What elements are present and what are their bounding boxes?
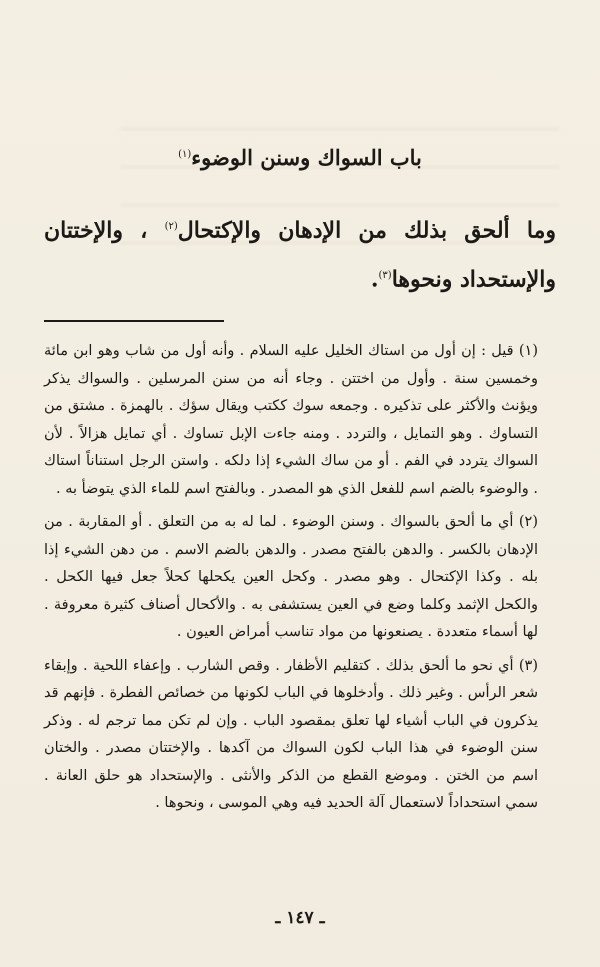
chapter-title-text: باب السواك وسنن الوضوء — [191, 145, 422, 170]
chapter-title — [44, 145, 556, 170]
footnote-1: (١) قيل : إن أول من استاك الخليل عليه السلام . وأنه أول من شاب وهو ابن مائة وخمسين سنة . وأول من اختتن . وجاء أنه من سنن المرسلين . والسواك يذكر ويؤنث والأكثر على تذكيره . وجمعه سوك ككتب ويقال سؤك . بالهمزة . مشتق من التساوك . وهو التمايل ، والتردد . ومنه جاءت الإبل تساوك . أي تمايل هزالاً . لأن السواك يتردد في الفم . أو من ساك الشيء إذا دلكه . واستن الرجل استناناً استاك . والوضوء بالضم اسم للفعل الذي هو المصدر . وبالفتح اسم للماء الذي يتوضأ به . — [44, 343, 538, 497]
footnote-ref-2: (٢) — [164, 221, 178, 232]
footnote-separator — [44, 320, 224, 322]
footnote-ref-1: (١) — [178, 149, 192, 160]
footnote-2: (٢) أي ما ألحق بالسواك . وسنن الوضوء . لما له به من التعلق . أو المقاربة . من الإدهان بالكسر . والدهن بالفتح مصدر . والدهن بالضم الاسم . من دهن الشيء إذا بله . وكذا الإكتحال . وهو مصدر . وكحل العين يكحلها كحلاً جعل فيها الكحل . والكحل الإثمد وكلما وضع في العين يستشفى به . والأكحال أصناف كثيرة معروفة . لها أسماء متعددة . يصنعونها من مواد تناسب أمراض العيون . — [44, 514, 538, 640]
subtitle-part-2: ، والإختتان والإستحداد ونحوها — [44, 217, 556, 293]
subtitle-part-1: وما ألحق بذلك من الإدهان والإكتحال — [177, 217, 556, 244]
footnote-3: (٣) أي نحو ما ألحق بذلك . كتقليم الأظفار . وقص الشارب . وإعفاء اللحية . وإبقاء شعر الرأس . وغير ذلك . وأدخلوها في الباب لكونها من خصائص الفطرة . فإنهم قد يذكرون في الباب أشياء لها تعلق بمقصود الباب . وإن لم تكن مما ترجم له . وذكر سنن الوضوء في هذا الباب لكون السواك من آكدها . والإختتان مصدر . والختان اسم من الختن . وموضع القطع من الذكر والأنثى . والإستحداد هو حلق العانة . سمي استحداداً لاستعمال آلة الحديد فيه وهي الموسى ، ونحوها . — [44, 657, 538, 811]
subtitle-end: . — [370, 266, 379, 293]
chapter-subtitle — [44, 204, 556, 303]
footnote-ref-3: (٣) — [378, 270, 392, 282]
footnotes — [44, 338, 556, 824]
page-number: ـ ١٤٧ ـ — [275, 908, 325, 928]
